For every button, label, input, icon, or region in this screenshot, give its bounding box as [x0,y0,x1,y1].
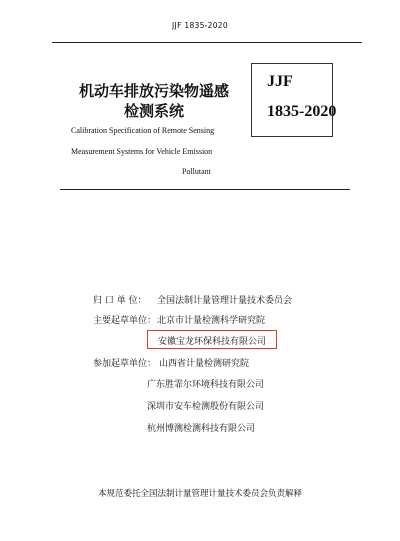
header-standard-code: JJF 1835-2020 [172,21,228,30]
code-box-number: 1835-2020 [267,103,337,120]
responsible-unit-label: 归 口 单 位： [93,296,147,306]
code-box-prefix: JJF [267,73,293,90]
participant-item: 广东胜霏尔环境科技有限公司 [147,380,265,390]
main-drafter-item-highlighted: 安徽宝龙环保科技有限公司 [158,337,267,347]
main-drafter-label: 主要起草单位： [93,316,157,326]
participant-item: 山西省计量检测研究院 [159,359,250,369]
title-en-line1: Calibration Specification of Remote Sensing [71,126,215,135]
top-rule [52,42,362,43]
middle-rule [60,189,350,190]
title-cn-line1: 机动车排放污染物遥感 [78,82,229,100]
responsible-unit-value: 全国法制计量管理计量技术委员会 [157,296,293,306]
main-drafter-item: 北京市计量检测科学研究院 [157,316,266,326]
participant-item: 深圳市安车检测股份有限公司 [147,402,265,412]
title-cn-line2: 检测系统 [123,102,184,120]
participant-label: 参加起草单位： [93,359,157,369]
title-en-line2: Measurement Systems for Vehicle Emission [71,147,213,156]
footer-note: 本规范委托全国法制计量管理计量技术委员会负责解释 [97,489,302,499]
participant-item: 杭州博测检测科技有限公司 [147,424,256,434]
title-en-line3: Pollutant [182,167,211,176]
